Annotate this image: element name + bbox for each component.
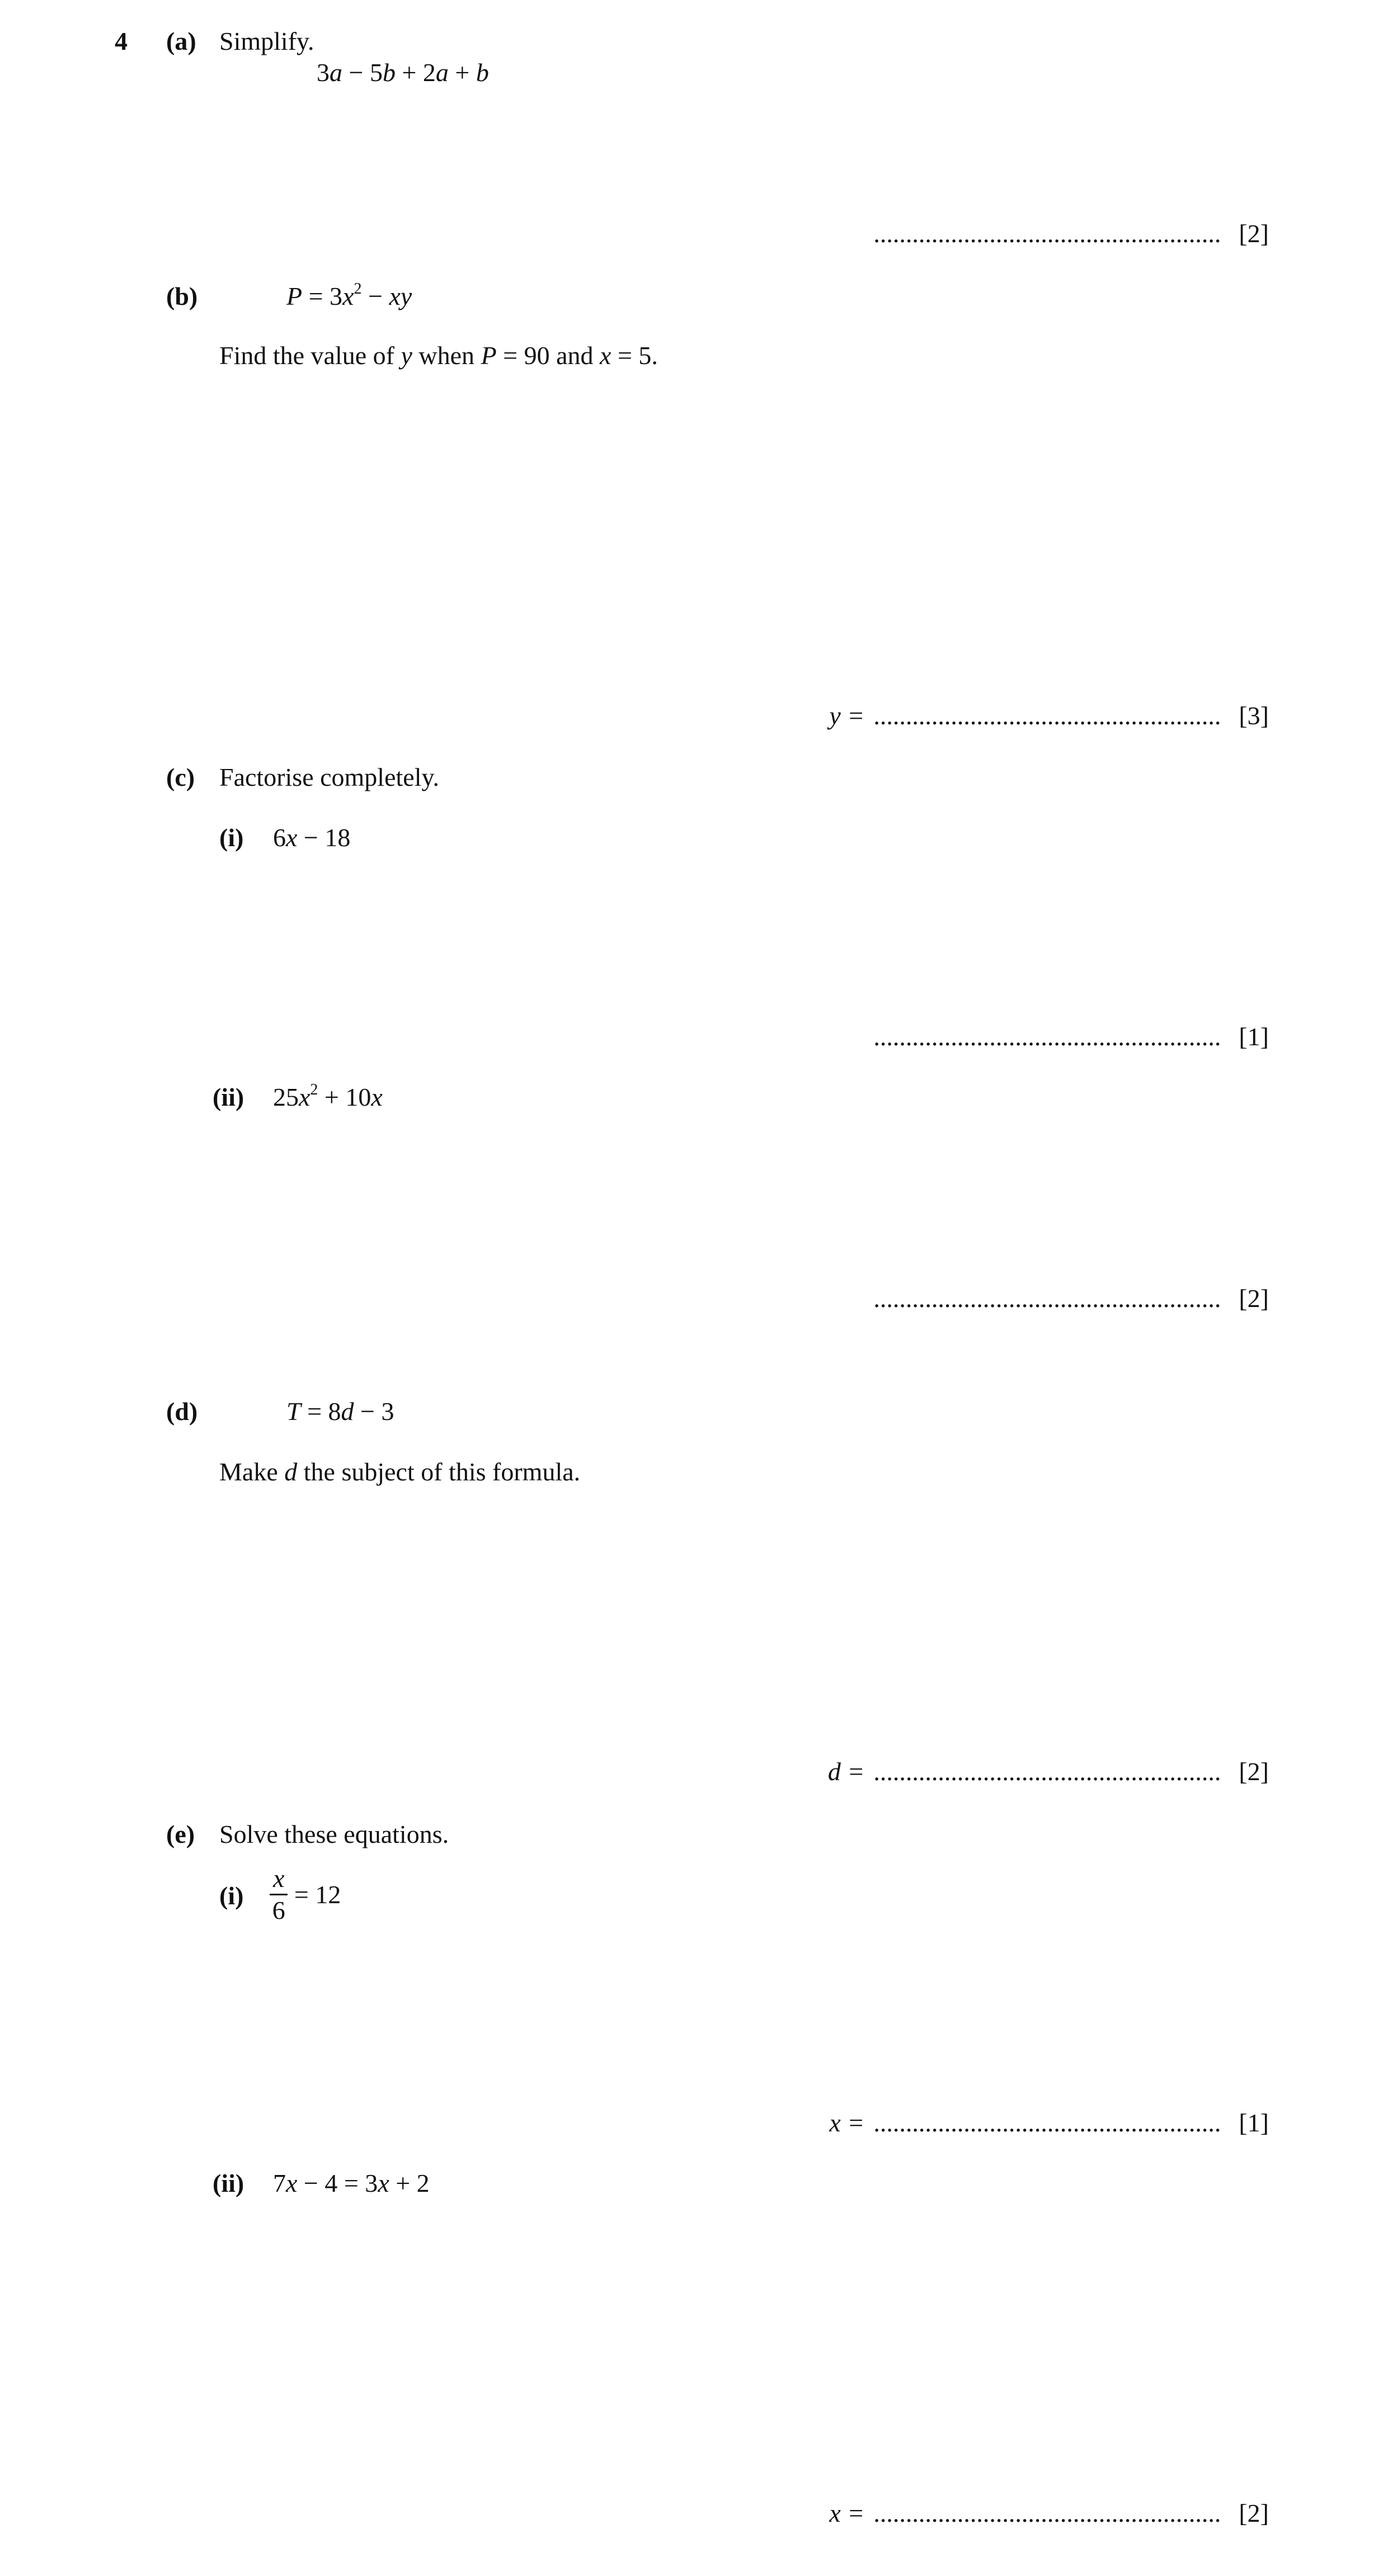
- answer-dots: ......................................................: [873, 2499, 1221, 2527]
- part-d-label: (d): [166, 1397, 198, 1426]
- fraction-denominator: 6: [272, 1896, 285, 1924]
- answer-dots: ......................................................: [873, 701, 1221, 730]
- part-b-formula: $P = 3x^2$ − xy: [286, 280, 412, 310]
- part-c-i-label: (i): [219, 823, 244, 852]
- part-b-instruction: Find the value of y when P = 90 and x = 5.: [219, 341, 658, 370]
- part-c-label: (c): [166, 763, 195, 791]
- part-e-label: (e): [166, 1820, 195, 1848]
- part-d-instruction: Make d the subject of this formula.: [219, 1457, 581, 1486]
- part-e-i-marks: [1]: [1239, 2108, 1269, 2137]
- part-e-ii-expression: 7x − 4 = 3x + 2: [273, 2169, 430, 2197]
- part-d-answer-label: d =: [827, 1757, 865, 1786]
- answer-dots: ......................................................: [873, 1757, 1221, 1786]
- answer-dots: ......................................................: [873, 1022, 1221, 1051]
- part-e-i-equation: [270, 1866, 341, 1923]
- part-c-ii-marks: [2]: [1239, 1284, 1269, 1313]
- part-e-i-answer-line[interactable]: [829, 2107, 1269, 2138]
- answer-dots: ......................................................: [873, 2108, 1221, 2137]
- part-a-marks: [2]: [1239, 219, 1269, 248]
- part-a-expression: 3a − 5b + 2a + b: [317, 58, 489, 87]
- part-b-label: (b): [166, 282, 198, 310]
- fraction-numerator: x: [270, 1866, 288, 1895]
- part-e-i-label: (i): [219, 1881, 244, 1910]
- part-e-ii-answer-line[interactable]: [829, 2498, 1269, 2528]
- part-e-ii-answer-label: x =: [829, 2499, 865, 2527]
- part-d-answer-line[interactable]: [828, 1756, 1269, 1787]
- part-b-marks: [3]: [1239, 701, 1269, 730]
- part-a-answer-line[interactable]: [873, 218, 1269, 249]
- part-c-ii-expression: $25x^2 + 10x$: [273, 1081, 383, 1111]
- part-e-ii-marks: [2]: [1239, 2499, 1269, 2527]
- part-b-answer-line[interactable]: [829, 700, 1269, 731]
- part-c-ii-label: (ii): [213, 1083, 244, 1111]
- part-c-ii-answer-line[interactable]: [873, 1283, 1269, 1314]
- part-c-instruction: Factorise completely.: [219, 763, 439, 791]
- part-e-ii-label: (ii): [213, 2169, 244, 2197]
- question-number: 4: [115, 27, 128, 55]
- part-c-i-expression: 6x − 18: [273, 823, 351, 852]
- part-a-instruction: Simplify.: [219, 27, 314, 55]
- part-b-answer-label: y =: [829, 701, 865, 730]
- part-e-i-answer-label: x =: [829, 2108, 865, 2137]
- part-c-i-marks: [1]: [1239, 1022, 1269, 1051]
- part-d-marks: [2]: [1239, 1757, 1269, 1786]
- part-c-i-answer-line[interactable]: [873, 1021, 1269, 1052]
- answer-dots: ......................................................: [873, 219, 1221, 248]
- part-e-i-rhs: = 12: [294, 1880, 341, 1909]
- answer-dots: ......................................................: [873, 1284, 1221, 1313]
- part-d-formula: T = 8d − 3: [286, 1397, 394, 1426]
- part-a-label: (a): [166, 27, 196, 55]
- fraction: [270, 1866, 288, 1923]
- part-e-instruction: Solve these equations.: [219, 1820, 449, 1848]
